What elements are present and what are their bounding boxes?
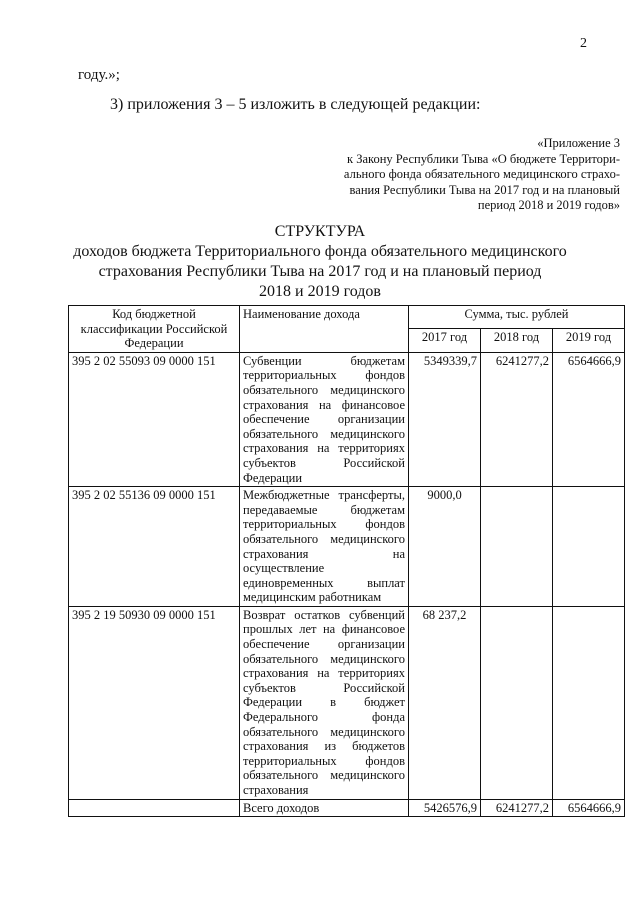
- row-value-2018: [481, 487, 553, 607]
- row-value-2018: 6241277,2: [481, 352, 553, 486]
- total-2019: 6564666,9: [553, 799, 625, 817]
- header-year-2019: 2019 год: [553, 329, 625, 352]
- appendix-header-line: период 2018 и 2019 годов»: [477, 198, 620, 212]
- document-title: [0, 222, 640, 302]
- total-2018: 6241277,2: [481, 799, 553, 817]
- appendix-header-line: «Приложение 3: [537, 136, 620, 150]
- row-code: 395 2 02 55136 09 0000 151: [69, 487, 240, 607]
- appendix-header-line: ального фонда обязательного медицинского страхо-: [343, 167, 620, 181]
- total-empty-cell: [69, 799, 240, 817]
- appendix-header-line: к Закону Республики Тыва «О бюджете Территори-: [347, 151, 620, 166]
- appendix-header: [300, 136, 620, 214]
- title-line: 2018 и 2019 годов: [259, 283, 381, 300]
- header-name: Наименование дохода: [240, 306, 409, 353]
- page-number: 2: [580, 36, 587, 51]
- row-value-2017: 5349339,7: [409, 352, 481, 486]
- title-heading: СТРУКТУРА: [274, 223, 366, 240]
- header-sum: Сумма, тыс. рублей: [409, 306, 625, 329]
- header-code: Код бюджетной классификации Российской Федерации: [69, 306, 240, 353]
- title-line: страхования Республики Тыва на 2017 год и на плановый период: [98, 263, 542, 280]
- appendix-header-line: вания Республики Тыва на 2017 год и на плановый: [349, 182, 620, 197]
- title-line: доходов бюджета Территориального фонда обязательного медицинского: [73, 243, 567, 260]
- header-year-2018: 2018 год: [481, 329, 553, 352]
- table-row: [69, 352, 625, 486]
- table-row: [69, 487, 625, 607]
- row-code: 395 2 02 55093 09 0000 151: [69, 352, 240, 486]
- row-name: Межбюджетные трансферты, передаваемые бюджетам территориальных фондов обязательного медицинского страхования на осуществление единовременных выплат медицинским работникам: [240, 487, 409, 607]
- total-label: Всего доходов: [240, 799, 409, 817]
- row-value-2017: 68 237,2: [409, 606, 481, 799]
- row-value-2017: 9000,0: [409, 487, 481, 607]
- row-name: Возврат остатков субвенций прошлых лет на финансовое обеспечение организации обязательного медицинского страхования на территориях субъектов Российской Федерации в бюджет Федерального фонда обязательного медицинского страхования из бюджетов территориальных фондов обязательного медицинского страхования: [240, 606, 409, 799]
- row-value-2019: [553, 606, 625, 799]
- table-header-row: [69, 306, 625, 329]
- header-year-2017: 2017 год: [409, 329, 481, 352]
- income-structure-table: [68, 305, 625, 817]
- row-code: 395 2 19 50930 09 0000 151: [69, 606, 240, 799]
- total-2017: 5426576,9: [409, 799, 481, 817]
- row-name: Субвенции бюджетам территориальных фондов обязательного медицинского страхования на финансовое обеспечение организации обязательного медицинского страхования на территориях субъектов Российской Федерации: [240, 352, 409, 486]
- amendment-instruction: 3) приложения 3 – 5 изложить в следующей редакции:: [110, 96, 481, 113]
- previous-text-line: году.»;: [78, 67, 120, 83]
- table-total-row: [69, 799, 625, 817]
- table-row: [69, 606, 625, 799]
- row-value-2018: [481, 606, 553, 799]
- row-value-2019: [553, 487, 625, 607]
- row-value-2019: 6564666,9: [553, 352, 625, 486]
